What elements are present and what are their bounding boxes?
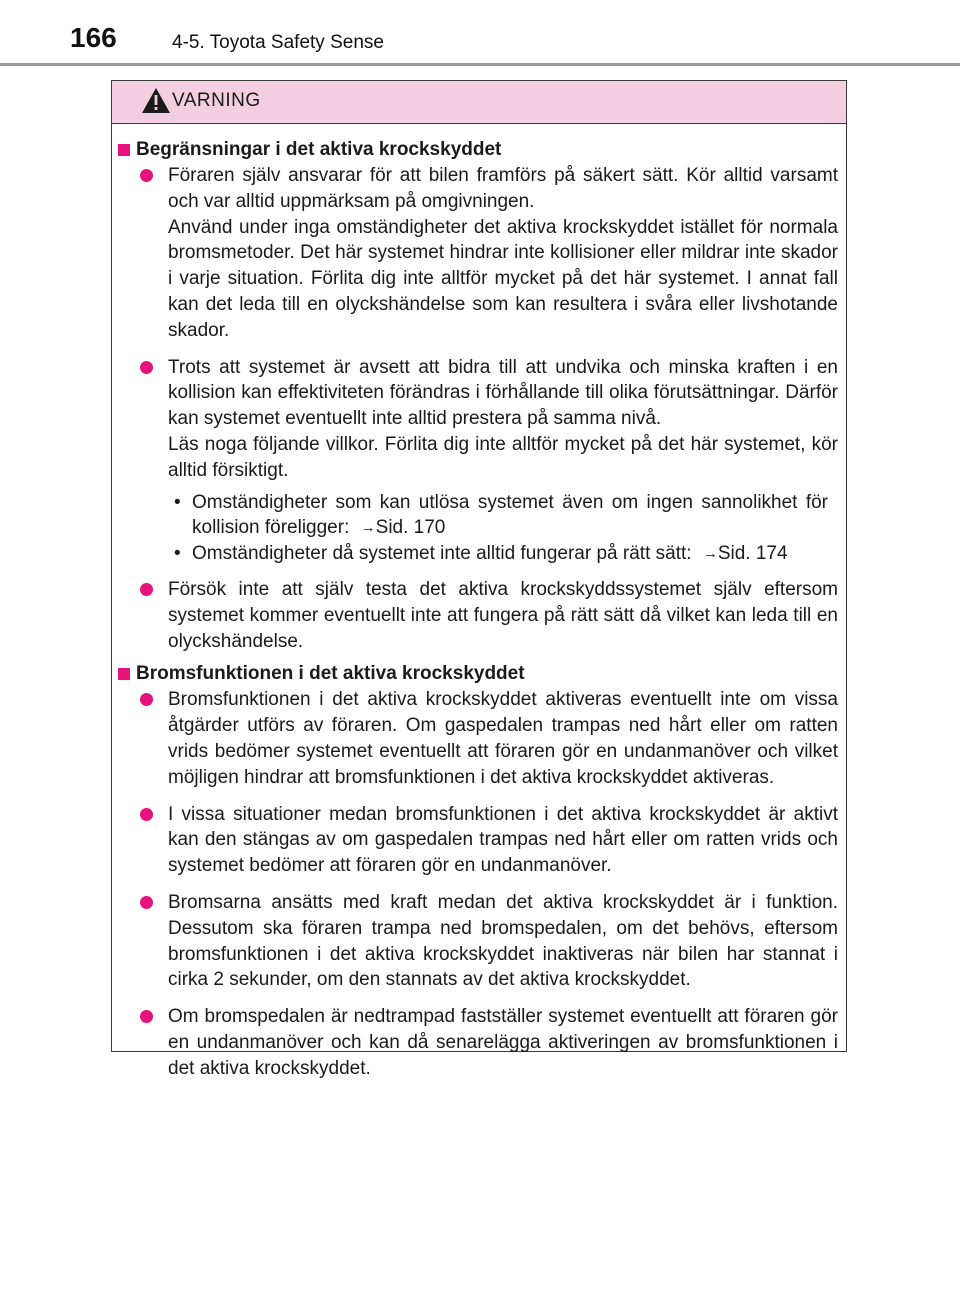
warning-label: VARNING <box>172 90 261 111</box>
page-reference-link[interactable]: Sid. 174 <box>717 543 788 565</box>
round-bullet-icon <box>140 896 153 909</box>
list-item <box>116 1004 838 1081</box>
round-bullet-icon <box>140 693 153 706</box>
page-reference-link[interactable]: Sid. 170 <box>375 517 446 539</box>
paragraph: Trots att systemet är avsett att bidra till att undvika och minska kraften i en kollision kan effektiviteten förändras i förhållande till olika förutsättningar. Därför kan systemet eventuellt inte alltid prestera på samma nivå. <box>168 356 838 430</box>
round-bullet-icon <box>140 808 153 821</box>
sub-list-item: • Omständigheter som kan utlösa systemet även om ingen sannolikhet för kollision föreligger: →Sid. 170 <box>116 490 838 542</box>
paragraph: Bromsfunktionen i det aktiva krockskyddet aktiveras eventuellt inte om vissa åtgärder utförs av föraren. Om gaspedalen trampas ned hårt eller om ratten vrids bedömer systemet eventuellt att föraren gör en undanmanöver och vilket möjligen hindrar att bromsfunktionen i det aktiva krockskyddet aktiveras. <box>168 689 838 788</box>
section-title: 4-5. Toyota Safety Sense <box>172 32 384 53</box>
square-bullet-icon <box>118 144 130 156</box>
square-bullet-icon <box>118 668 130 680</box>
list-item <box>116 355 838 484</box>
warning-box <box>111 80 847 1079</box>
warning-body <box>112 124 846 1082</box>
paragraph: I vissa situationer medan bromsfunktionen i det aktiva krockskyddet är aktivt kan den stängas av om gaspedalen trampas ned hårt eller om ratten vrids och systemet bedömer att föraren gör en undanmanöver. <box>168 803 838 877</box>
round-bullet-icon <box>140 1010 153 1023</box>
section-heading: Begränsningar i det aktiva krockskyddet <box>116 138 838 162</box>
page-header <box>0 0 960 64</box>
section-heading: Bromsfunktionen i det aktiva krockskyddet <box>116 662 838 686</box>
paragraph: Försök inte att själv testa det aktiva krockskyddssystemet själv eftersom systemet kommer eventuellt inte att fungera på rätt sätt då vilket kan leda till en olyckshändelse. <box>168 578 838 652</box>
list-item <box>116 802 838 879</box>
paragraph: Bromsarna ansätts med kraft medan det aktiva krockskyddet är i funktion. Dessutom ska föraren trampa ned bromspedalen, om det behövs, eftersom bromsfunktionen i det aktiva krockskyddet inaktiveras när bilen har stannat i cirka 2 sekunder, om den stannats av det aktiva krockskyddet. <box>168 891 838 991</box>
round-bullet-icon <box>140 169 153 182</box>
sub-list-item: • Omständigheter då systemet inte alltid fungerar på rätt sätt: →Sid. 174 <box>116 541 838 567</box>
paragraph: Föraren själv ansvarar för att bilen framförs på säkert sätt. Kör alltid varsamt och var alltid uppmärksam på omgivningen. <box>168 165 838 212</box>
dot-bullet-icon: • <box>174 491 181 513</box>
list-item <box>116 163 838 344</box>
sub-list <box>116 490 838 567</box>
list-item <box>116 577 838 654</box>
round-bullet-icon <box>140 583 153 596</box>
arrow-right-icon: → <box>360 519 376 537</box>
round-bullet-icon <box>140 361 153 374</box>
list-item <box>116 687 838 790</box>
header-rule <box>0 63 960 66</box>
paragraph: Använd under inga omständigheter det aktiva krockskyddet istället för normala bromsmetoder. Det här systemet hindrar inte kollisioner eller mildrar inte skador i varje situation. Förlita dig inte alltför mycket på det här systemet. I annat fall kan det leda till en olyckshändelse som kan resultera i svåra eller livshotande skador. <box>168 216 838 341</box>
warning-triangle-icon <box>141 87 171 114</box>
warning-header <box>112 81 846 124</box>
paragraph: Läs noga följande villkor. Förlita dig inte alltför mycket på det här systemet, kör alltid försiktigt. <box>168 433 838 481</box>
list-item <box>116 890 838 993</box>
arrow-right-icon: → <box>702 545 718 563</box>
dot-bullet-icon: • <box>174 543 181 565</box>
paragraph: Om bromspedalen är nedtrampad fastställer systemet eventuellt att föraren gör en undanmanöver och kan då senarelägga aktiveringen av bromsfunktionen i det aktiva krockskyddet. <box>168 1006 838 1079</box>
page-number: 166 <box>70 22 117 53</box>
